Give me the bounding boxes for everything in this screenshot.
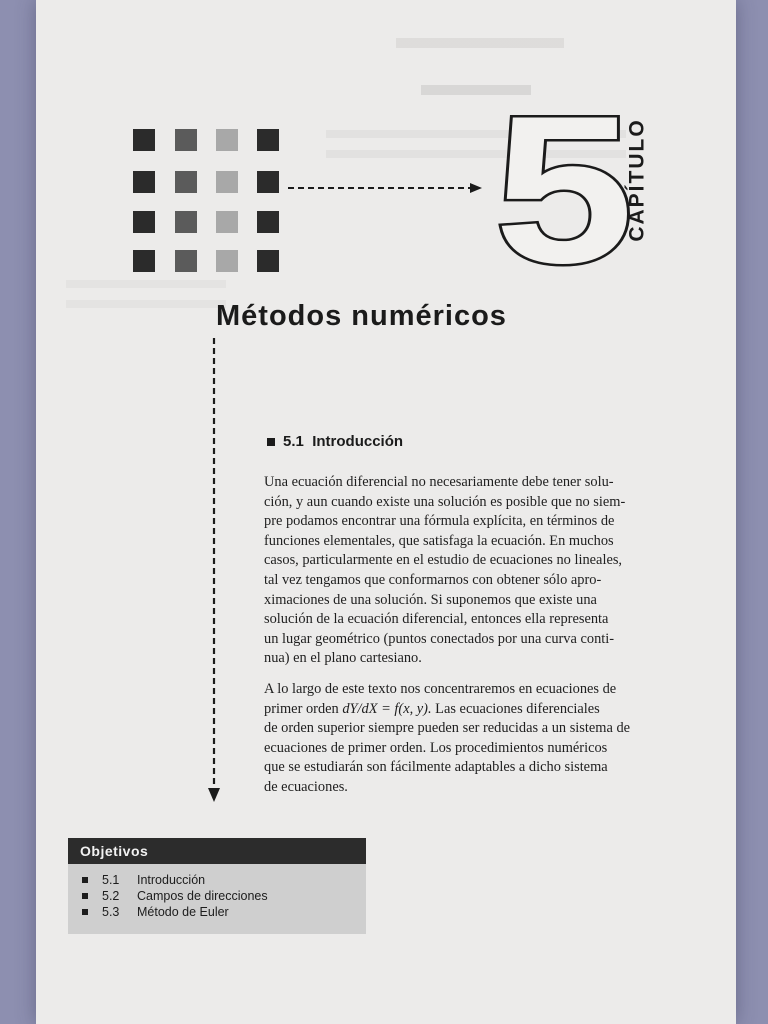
objective-item: 5.1 Introducción [68, 872, 366, 888]
paragraph-line: funciones elementales, que satisfaga la ecuación. En muchos [264, 532, 614, 549]
paragraph-line: A lo largo de este texto nos concentraremos en ecuaciones de [264, 681, 617, 697]
section-title: Introducción [312, 433, 404, 450]
paragraph-line: ción, y aun cuando existe una solución es posible que no siem- [264, 493, 626, 510]
bullet-icon [82, 909, 88, 915]
objectives-list [68, 872, 366, 920]
paragraph-line-equation: primer orden dY/dX = f(x, y). Las ecuaciones diferenciales [264, 700, 600, 717]
paragraph-2 [264, 680, 666, 798]
section-number: 5.1 [283, 433, 304, 450]
paragraph-line: solución de la ecuación diferencial, entonces ella representa [264, 611, 609, 628]
paragraph-line: pre podamos encontrar una fórmula explícita, en términos de [264, 513, 615, 530]
paragraph-line: ecuaciones de primer orden. Los procedimientos numéricos [264, 739, 608, 756]
bullet-icon [82, 877, 88, 883]
chapter-label: CAPÍTULO [626, 118, 650, 242]
paragraph-line: un lugar geométrico (puntos conectados por una curva conti- [264, 630, 615, 647]
section-bullet [267, 438, 275, 446]
objectives-box [68, 838, 366, 934]
objective-item: 5.2 Campos de direcciones [68, 888, 366, 904]
paragraph-line: ximaciones de una solución. Si suponemos que existe una [264, 591, 597, 608]
section-heading [267, 433, 403, 450]
objectives-header: Objetivos [68, 838, 366, 864]
bullet-icon [82, 893, 88, 899]
chapter-number: 5 [494, 72, 634, 307]
paragraph-1 [264, 473, 666, 669]
paragraph-line: tal vez tengamos que conformarnos con obtener sólo apro- [264, 571, 602, 588]
paragraph-line: de ecuaciones. [264, 778, 348, 795]
vertical-dashed-arrow [208, 338, 220, 802]
book-page [36, 0, 736, 1024]
paragraph-line: que se estudiarán son fácilmente adaptables a dicho sistema [264, 759, 608, 776]
paragraph-line: de orden superior siempre pueden ser reducidas a un sistema de [264, 720, 631, 737]
paragraph-line: casos, particularmente en el estudio de ecuaciones no lineales, [264, 552, 623, 569]
paragraph-line: nua) en el plano cartesiano. [264, 650, 422, 667]
paragraph-line: Una ecuación diferencial no necesariamente debe tener solu- [264, 474, 614, 490]
equation: dY/dX = f(x, y). [342, 700, 432, 717]
chapter-label-vertical [618, 100, 658, 260]
horizontal-dashed-arrow [288, 183, 482, 193]
chapter-title: Métodos numéricos [216, 300, 507, 332]
objective-item: 5.3 Método de Euler [68, 904, 366, 920]
